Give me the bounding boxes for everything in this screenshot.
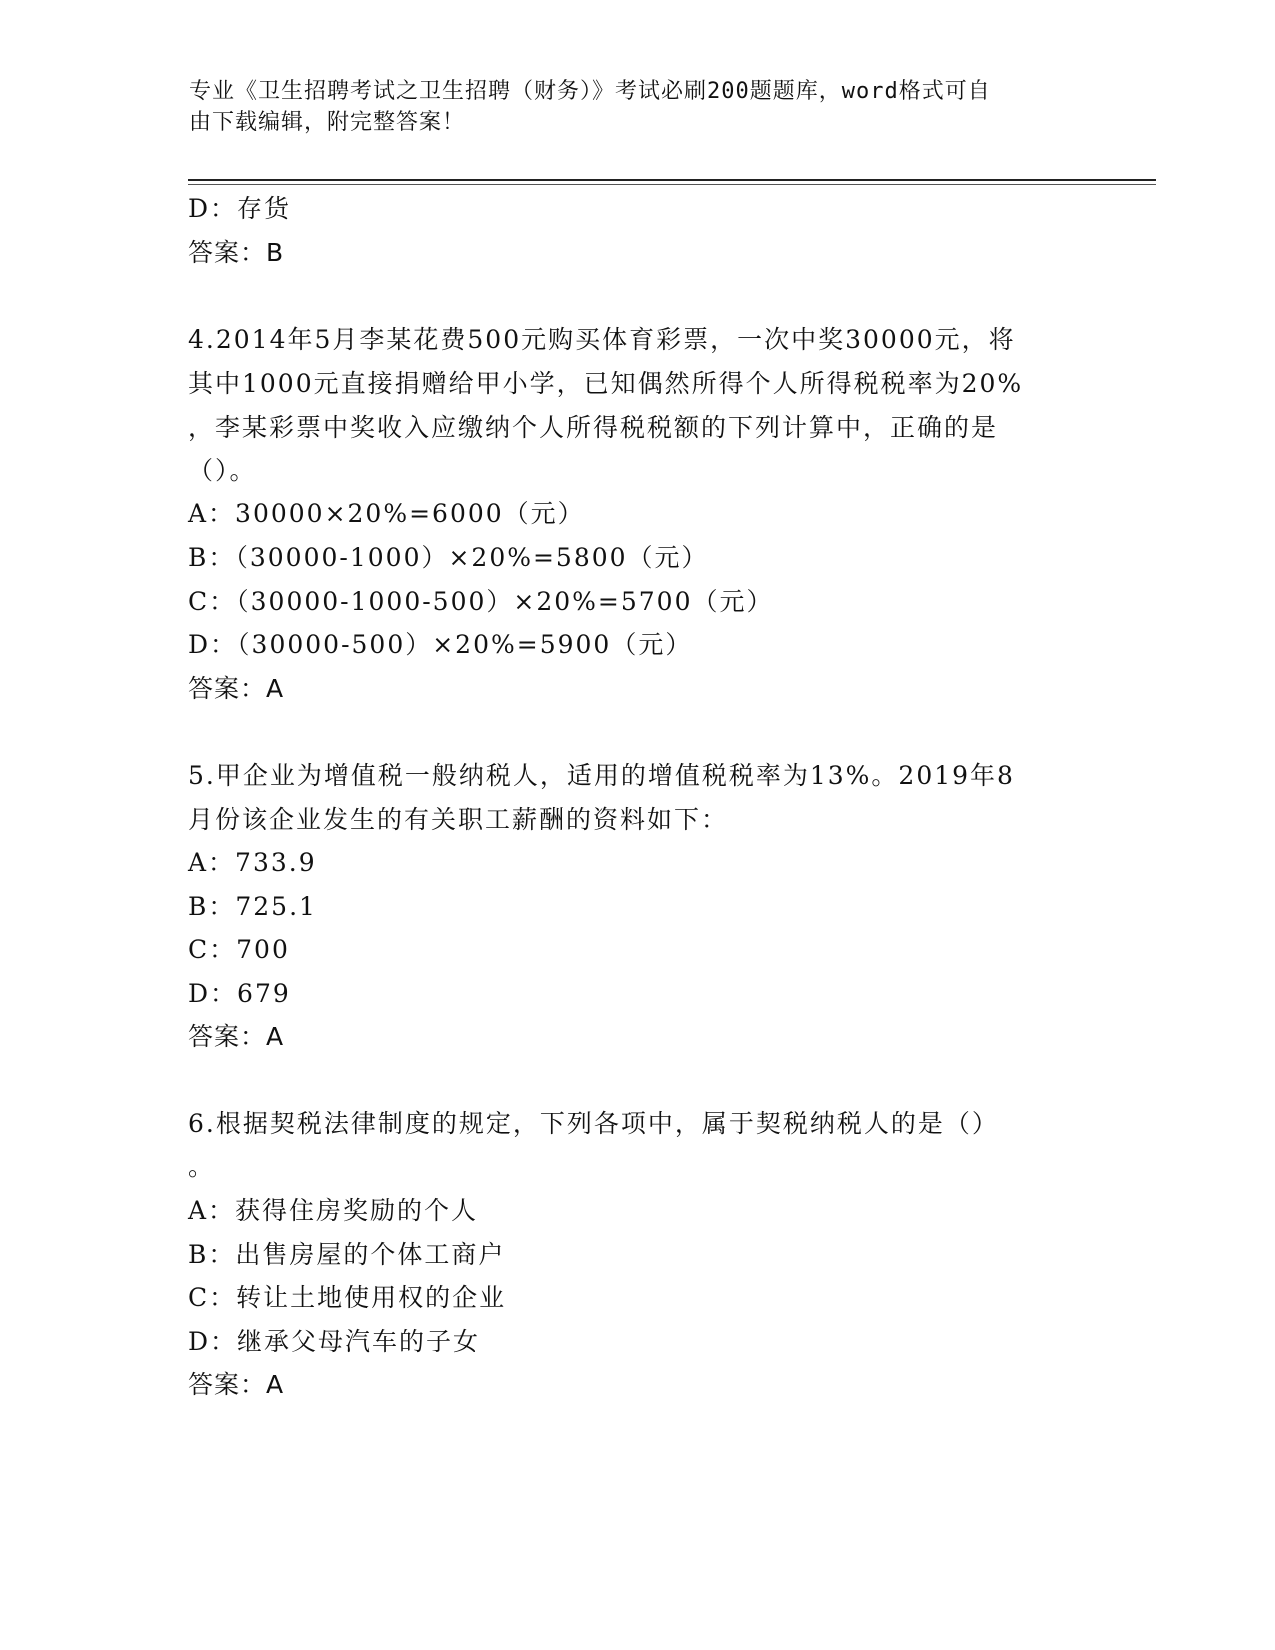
q3-answer: 答案：B [188, 238, 285, 267]
document-header [189, 76, 1069, 138]
q4-stem-line-4: （）。 [188, 456, 257, 485]
q6-answer: 答案：A [188, 1370, 285, 1399]
q4-stem-line-3: ，李某彩票中奖收入应缴纳个人所得税税额的下列计算中，正确的是 [188, 413, 999, 442]
q5-stem-line-2: 月份该企业发生的有关职工薪酬的资料如下： [188, 805, 729, 834]
q4-stem-line-1: 4.2014年5月李某花费500元购买体育彩票，一次中奖30000元，将 [188, 325, 1016, 354]
q4-option-c: C：（30000-1000-500）×20%=5700（元） [188, 587, 774, 616]
header-divider-thick [188, 179, 1156, 181]
q6-option-a: A：获得住房奖励的个人 [188, 1196, 479, 1225]
header-line-2: 由下载编辑，附完整答案！ [189, 110, 466, 135]
q5-stem-line-1: 5.甲企业为增值税一般纳税人，适用的增值税税率为13%。2019年8 [188, 761, 1015, 790]
q4-option-b: B：（30000-1000）×20%=5800（元） [188, 543, 709, 572]
q6-option-c: C：转让土地使用权的企业 [188, 1283, 507, 1312]
q6-stem-line-1: 6.根据契税法律制度的规定，下列各项中，属于契税纳税人的是（） [188, 1109, 999, 1138]
q5-option-c: C：700 [188, 935, 290, 964]
q4-stem-line-2: 其中1000元直接捐赠给甲小学，已知偶然所得个人所得税税率为20% [188, 369, 1024, 398]
q4-answer: 答案：A [188, 674, 285, 703]
q4-option-d: D：（30000-500）×20%=5900（元） [188, 630, 693, 659]
q6-option-d: D：继承父母汽车的子女 [188, 1327, 481, 1356]
q5-option-d: D：679 [188, 979, 291, 1008]
q5-option-b: B：725.1 [188, 892, 317, 921]
header-divider-thin [188, 184, 1156, 185]
header-line-1: 专业《卫生招聘考试之卫生招聘（财务）》考试必刷200题题库，word格式可自 [189, 79, 991, 104]
q5-answer: 答案：A [188, 1022, 285, 1051]
q6-stem-line-2: 。 [188, 1152, 216, 1181]
q3-option-d: D：存货 [188, 194, 292, 223]
q4-option-a: A：30000×20%=6000（元） [188, 499, 585, 528]
q6-option-b: B：出售房屋的个体工商户 [188, 1240, 506, 1269]
q5-option-a: A：733.9 [188, 848, 317, 877]
